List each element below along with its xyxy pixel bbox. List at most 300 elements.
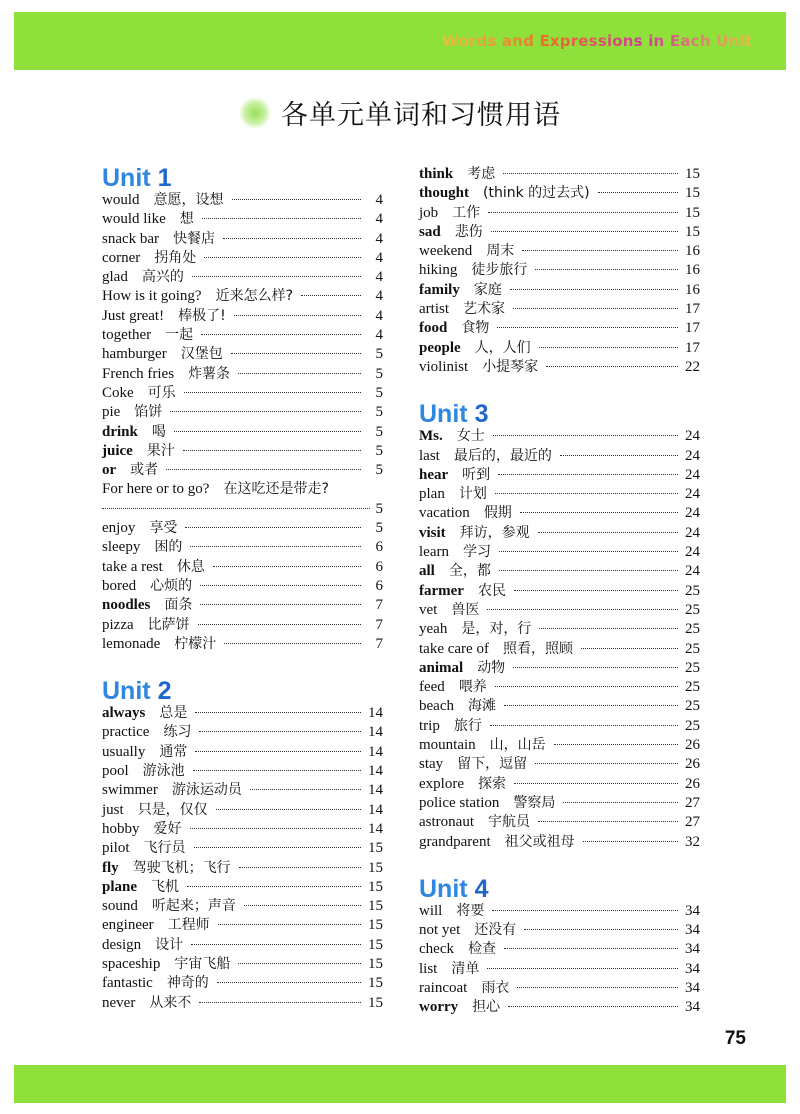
dot-leader: [238, 373, 361, 374]
vocab-entry: [419, 902, 700, 921]
vocab-meaning: 假期: [483, 505, 512, 522]
vocab-word: farmer: [419, 582, 464, 599]
unit-label: Unit: [419, 400, 468, 429]
dot-leader: [190, 546, 361, 547]
vocab-word: stay: [419, 756, 444, 773]
vocab-page: 15: [685, 166, 700, 182]
vocab-meaning: 是，对，行: [461, 621, 532, 638]
vocab-entry: [102, 287, 383, 306]
vocab-page: 6: [375, 577, 383, 594]
vocab-page: 25: [685, 582, 700, 599]
vocab-word: all: [419, 563, 435, 580]
vocab-word: mountain: [419, 737, 476, 754]
vocab-word: Coke: [102, 384, 134, 401]
vocab-word: pool: [102, 763, 129, 780]
dot-leader: [490, 725, 678, 726]
vocab-word: vet: [419, 601, 438, 618]
dot-leader: [488, 212, 678, 213]
vocab-word: glad: [102, 269, 128, 286]
vocab-word: yeah: [419, 621, 448, 638]
dot-leader: [508, 1006, 678, 1007]
vocab-meaning: 照看，照顾: [502, 640, 573, 657]
vocab-page: 15: [685, 204, 700, 221]
vocab-word: hear: [419, 466, 449, 483]
left-column: [102, 165, 383, 1013]
dot-leader: [223, 238, 361, 239]
dot-leader: [538, 532, 678, 533]
dot-leader: [538, 821, 678, 822]
vocab-page: 24: [685, 505, 700, 522]
vocab-page: 14: [368, 820, 383, 837]
dot-leader: [491, 231, 678, 232]
vocab-meaning: 工程师: [167, 917, 210, 934]
vocab-word: weekend: [419, 243, 473, 260]
vocab-entry: [419, 504, 700, 523]
dot-leader: [224, 643, 361, 644]
vocab-page: 7: [375, 597, 383, 614]
vocab-page: 15: [368, 994, 383, 1011]
dot-leader: [535, 269, 678, 270]
vocab-page: 26: [685, 775, 700, 792]
vocab-page: 25: [685, 698, 700, 715]
dot-leader: [187, 886, 361, 887]
vocab-page: 24: [685, 466, 700, 483]
vocab-meaning: 棒极了!: [178, 307, 226, 324]
vocab-meaning: 食物: [461, 320, 490, 337]
vocab-page: 4: [375, 327, 383, 344]
vocab-entry-line: [102, 500, 383, 519]
dot-leader: [495, 686, 678, 687]
vocab-meaning: 休息: [176, 558, 205, 575]
vocab-entry: [102, 384, 383, 403]
unit-number: 2: [157, 677, 172, 706]
section-spacer: [419, 852, 700, 876]
vocab-entry: [419, 524, 700, 543]
vocab-entry: [419, 697, 700, 716]
vocab-entry: [102, 268, 383, 287]
vocab-page: 6: [375, 558, 383, 575]
vocab-meaning: 爱好: [153, 820, 182, 837]
vocab-word: French fries: [102, 365, 175, 382]
vocab-entry: [102, 839, 383, 858]
unit-heading: [102, 678, 383, 704]
vocab-meaning: 比萨饼: [147, 616, 190, 633]
vocab-word: noodles: [102, 597, 151, 614]
unit-label: Unit: [102, 164, 151, 192]
dot-leader: [524, 929, 678, 930]
vocab-word: engineer: [102, 917, 154, 934]
dot-leader: [184, 392, 361, 393]
vocab-entry: [102, 704, 383, 723]
dot-leader: [520, 512, 678, 513]
dot-leader: [504, 948, 678, 949]
dot-leader: [487, 968, 678, 969]
dot-leader: [238, 963, 361, 964]
vocab-entry: [419, 833, 700, 852]
vocab-word: fantastic: [102, 975, 153, 992]
vocab-meaning: 海滩: [467, 698, 496, 715]
vocab-page: 26: [685, 737, 700, 754]
vocab-entry: [102, 859, 383, 878]
dot-leader: [504, 705, 678, 706]
dot-leader: [492, 910, 678, 911]
vocab-meaning: 徒步旅行: [471, 262, 528, 279]
vocab-page: 34: [685, 979, 700, 996]
vocab-meaning: 农民: [477, 582, 506, 599]
vocab-entry: [102, 461, 383, 480]
vocab-page: 34: [685, 999, 700, 1016]
vocab-word: Ms.: [419, 428, 443, 445]
vocab-page: 25: [685, 679, 700, 696]
vocab-word: fly: [102, 859, 119, 876]
vocab-meaning: 或者: [130, 462, 159, 479]
vocab-entry: [419, 485, 700, 504]
vocab-word: astronaut: [419, 814, 474, 831]
vocab-entry-line: [102, 480, 383, 499]
vocab-meaning: 高兴的: [141, 269, 184, 286]
vocab-word: feed: [419, 679, 445, 696]
vocab-entry: [419, 466, 700, 485]
vocab-entry: [102, 423, 383, 442]
vocab-page: 24: [685, 447, 700, 464]
unit-label: Unit: [419, 874, 468, 903]
vocab-meaning: 果汁: [146, 442, 175, 459]
dot-leader: [563, 802, 678, 803]
vocab-page: 27: [685, 814, 700, 831]
dot-leader: [217, 982, 361, 983]
vocab-entry: [102, 538, 383, 557]
vocab-word: always: [102, 705, 146, 722]
vocab-meaning: 驾驶飞机；飞行: [132, 859, 231, 876]
vocab-word: corner: [102, 249, 141, 266]
vocab-page: 34: [685, 902, 700, 919]
dot-leader: [185, 527, 361, 528]
vocab-meaning: 最后的，最近的: [453, 447, 552, 464]
dot-leader: [513, 667, 678, 668]
vocab-meaning: 听到: [462, 466, 491, 483]
vocab-entry: [102, 762, 383, 781]
vocab-meaning: 宇宙飞船: [174, 955, 231, 972]
vocab-word: usually: [102, 743, 146, 760]
vocab-page: 34: [685, 941, 700, 958]
vocab-word: vacation: [419, 505, 470, 522]
vocab-meaning: 悲伤: [454, 223, 483, 240]
dot-leader: [250, 789, 361, 790]
page-number: 75: [724, 1028, 746, 1049]
vocab-meaning: 听起来；声音: [151, 898, 236, 915]
vocab-entry: [419, 319, 700, 338]
vocab-meaning: 想: [179, 211, 194, 228]
vocab-page: 15: [368, 975, 383, 992]
vocab-word: never: [102, 994, 136, 1011]
vocab-page: 4: [375, 249, 383, 266]
vocab-meaning: 汉堡包: [180, 346, 223, 363]
vocab-entry: [102, 936, 383, 955]
vocab-entry: [419, 281, 700, 300]
vocab-entry: [419, 620, 700, 639]
vocab-word: or: [102, 462, 117, 479]
vocab-page: 5: [375, 423, 383, 440]
dot-leader: [201, 334, 361, 335]
vocab-meaning: 还没有: [474, 922, 517, 939]
dot-leader: [539, 628, 678, 629]
vocab-word: sleepy: [102, 539, 141, 556]
vocab-word: snack bar: [102, 230, 160, 247]
dot-leader: [200, 585, 361, 586]
dot-leader: [231, 353, 361, 354]
dot-leader: [539, 347, 678, 348]
vocab-meaning: 喝: [151, 423, 166, 440]
vocab-word: lemonade: [102, 635, 161, 652]
vocab-word: police station: [419, 794, 500, 811]
vocab-meaning: 旅行: [453, 717, 482, 734]
vocab-page: 17: [685, 339, 700, 356]
bottom-banner: [14, 1065, 786, 1103]
vocab-meaning: 总是: [159, 705, 188, 722]
vocab-page: 4: [375, 269, 383, 286]
vocab-entry: [419, 979, 700, 998]
vocab-word: people: [419, 339, 461, 356]
vocab-entry: [419, 261, 700, 280]
vocab-entry: [419, 921, 700, 940]
vocab-word: think: [419, 166, 454, 182]
vocab-entry: [102, 191, 383, 210]
vocab-entry: [102, 403, 383, 422]
vocab-meaning: 警察局: [513, 794, 556, 811]
dot-leader: [191, 944, 361, 945]
dot-leader: [216, 809, 361, 810]
vocab-word: worry: [419, 999, 459, 1016]
green-dot-icon: [239, 97, 271, 129]
vocab-meaning: 工作: [452, 204, 481, 221]
vocab-word: raincoat: [419, 979, 468, 996]
vocab-meaning: 祖父或祖母: [504, 833, 575, 850]
vocab-entry: [102, 230, 383, 249]
vocab-meaning: 人，人们: [474, 339, 531, 356]
vocab-word: enjoy: [102, 520, 136, 537]
vocab-meaning: 通常: [159, 743, 188, 760]
dot-leader: [195, 712, 361, 713]
vocab-meaning: 炸薯条: [188, 365, 231, 382]
dot-leader: [301, 295, 361, 296]
vocab-page: 5: [375, 442, 383, 459]
vocab-meaning: 设计: [155, 936, 184, 953]
vocab-page: 27: [685, 794, 700, 811]
vocab-meaning: 将要: [456, 902, 485, 919]
unit-heading: [419, 401, 700, 427]
unit-number: 1: [157, 164, 172, 192]
vocab-entry: [102, 249, 383, 268]
vocab-word: hamburger: [102, 346, 167, 363]
vocab-meaning: 面条: [164, 597, 193, 614]
dot-leader: [202, 218, 361, 219]
dot-leader: [218, 924, 361, 925]
vocab-meaning: 雨衣: [481, 979, 510, 996]
page-title: 各单元单词和习惯用语: [281, 100, 561, 131]
vocab-meaning: 学习: [462, 544, 491, 561]
unit-number: 3: [474, 400, 489, 429]
dot-leader: [514, 783, 678, 784]
vocab-meaning: (think 的过去式): [483, 185, 590, 202]
dot-leader: [583, 841, 678, 842]
vocab-page: 4: [375, 288, 383, 305]
vocab-meaning: 留下，逗留: [457, 756, 528, 773]
dot-leader: [493, 435, 678, 436]
vocab-page: 24: [685, 524, 700, 541]
vocab-page: 14: [368, 743, 383, 760]
vocab-entry: [102, 897, 383, 916]
vocab-word: sad: [419, 223, 441, 240]
vocab-page: 34: [685, 922, 700, 939]
dot-leader: [522, 250, 678, 251]
vocab-meaning: 女士: [456, 428, 485, 445]
vocab-entry: [102, 596, 383, 615]
vocab-meaning: 小提琴家: [482, 358, 539, 375]
unit-heading: [419, 876, 700, 902]
dot-leader: [499, 551, 678, 552]
vocab-page: 6: [375, 539, 383, 556]
vocab-word: will: [419, 902, 443, 919]
dot-leader: [554, 744, 678, 745]
page-heading: [0, 93, 800, 137]
dot-leader: [487, 609, 678, 610]
vocab-word: job: [419, 204, 439, 221]
dot-leader: [517, 987, 678, 988]
vocab-word: would: [102, 192, 140, 208]
vocab-meaning: 考虑: [467, 166, 496, 182]
vocab-page: 16: [685, 243, 700, 260]
vocab-meaning: 喂养: [458, 679, 487, 696]
vocab-entry: [419, 659, 700, 678]
dot-leader: [213, 566, 361, 567]
vocab-word: would like: [102, 211, 166, 228]
vocab-page: 5: [375, 384, 383, 401]
vocab-word: visit: [419, 524, 446, 541]
vocab-entry: [102, 519, 383, 538]
dot-leader: [514, 590, 678, 591]
vocab-page: 4: [375, 211, 383, 228]
dot-leader: [102, 508, 370, 509]
vocab-meaning: 一起: [165, 327, 194, 344]
vocab-word: spaceship: [102, 955, 161, 972]
dot-leader: [199, 1002, 361, 1003]
vocab-meaning: 享受: [149, 520, 178, 537]
vocab-entry: [419, 562, 700, 581]
vocab-meaning: 飞行员: [143, 840, 186, 857]
vocab-entry: [102, 878, 383, 897]
right-column: [419, 165, 700, 1018]
vocab-entry: [419, 184, 700, 203]
vocab-page: 5: [375, 462, 383, 479]
vocab-word: drink: [102, 423, 138, 440]
vocab-meaning: 拜访，参观: [459, 524, 530, 541]
dot-leader: [200, 604, 361, 605]
vocab-page: 7: [375, 616, 383, 633]
vocab-entry: [419, 998, 700, 1017]
dot-leader: [510, 289, 678, 290]
vocab-entry: [102, 210, 383, 229]
vocab-entry: [419, 204, 700, 223]
vocab-entry: [419, 300, 700, 319]
dot-leader: [170, 411, 361, 412]
vocab-meaning: 练习: [163, 724, 192, 741]
vocab-meaning: 困的: [154, 539, 183, 556]
vocab-entry: [102, 743, 383, 762]
vocab-meaning: 全，都: [448, 563, 491, 580]
vocab-page: 25: [685, 640, 700, 657]
vocab-page: 4: [375, 230, 383, 247]
vocab-entry: [419, 940, 700, 959]
vocab-page: 25: [685, 601, 700, 618]
vocab-word: bored: [102, 577, 137, 594]
unit-number: 4: [474, 874, 489, 903]
vocab-entry: [102, 916, 383, 935]
vocab-entry: [102, 955, 383, 974]
vocab-page: 14: [368, 801, 383, 818]
vocab-word: just: [102, 801, 124, 818]
vocab-page: 15: [685, 223, 700, 240]
vocab-page: 24: [685, 428, 700, 445]
vocab-entry: [419, 165, 700, 184]
vocab-entry: [419, 775, 700, 794]
vocab-word: list: [419, 960, 438, 977]
dot-leader: [232, 199, 362, 200]
vocab-page: 5: [375, 500, 383, 517]
vocab-word: pie: [102, 404, 121, 421]
vocab-meaning: 检查: [467, 941, 496, 958]
dot-leader: [239, 867, 361, 868]
vocab-entry: [102, 974, 383, 993]
dot-leader: [598, 192, 678, 193]
vocab-entry: [102, 307, 383, 326]
vocab-entry: [419, 794, 700, 813]
vocab-page: 15: [368, 840, 383, 857]
vocab-page: 15: [368, 955, 383, 972]
vocab-entry: [102, 365, 383, 384]
vocab-entry: [102, 577, 383, 596]
vocab-page: 14: [368, 763, 383, 780]
vocab-meaning: 兽医: [451, 601, 480, 618]
dot-leader: [183, 450, 361, 451]
vocab-word: trip: [419, 717, 440, 734]
vocab-page: 16: [685, 281, 700, 298]
vocab-page: 32: [685, 833, 700, 850]
dot-leader: [204, 257, 361, 258]
vocab-entry: [102, 781, 383, 800]
vocab-word: check: [419, 941, 454, 958]
dot-leader: [495, 493, 678, 494]
dot-leader: [244, 905, 361, 906]
vocab-entry: [102, 723, 383, 742]
dot-leader: [535, 763, 678, 764]
dot-leader: [503, 173, 678, 174]
vocab-entry: [419, 813, 700, 832]
vocab-meaning: 动物: [477, 659, 506, 676]
vocab-word: take care of: [419, 640, 489, 657]
vocab-page: 4: [375, 192, 383, 208]
vocab-entry: [102, 994, 383, 1013]
dot-leader: [174, 431, 361, 432]
vocab-meaning: 近来怎么样?: [215, 288, 294, 305]
vocab-meaning: 家庭: [473, 281, 502, 298]
dot-leader: [497, 327, 678, 328]
vocab-word: sound: [102, 898, 138, 915]
dot-leader: [498, 474, 678, 475]
dot-leader: [560, 455, 678, 456]
dot-leader: [546, 366, 678, 367]
vocab-word: violinist: [419, 358, 469, 375]
dot-leader: [198, 624, 361, 625]
